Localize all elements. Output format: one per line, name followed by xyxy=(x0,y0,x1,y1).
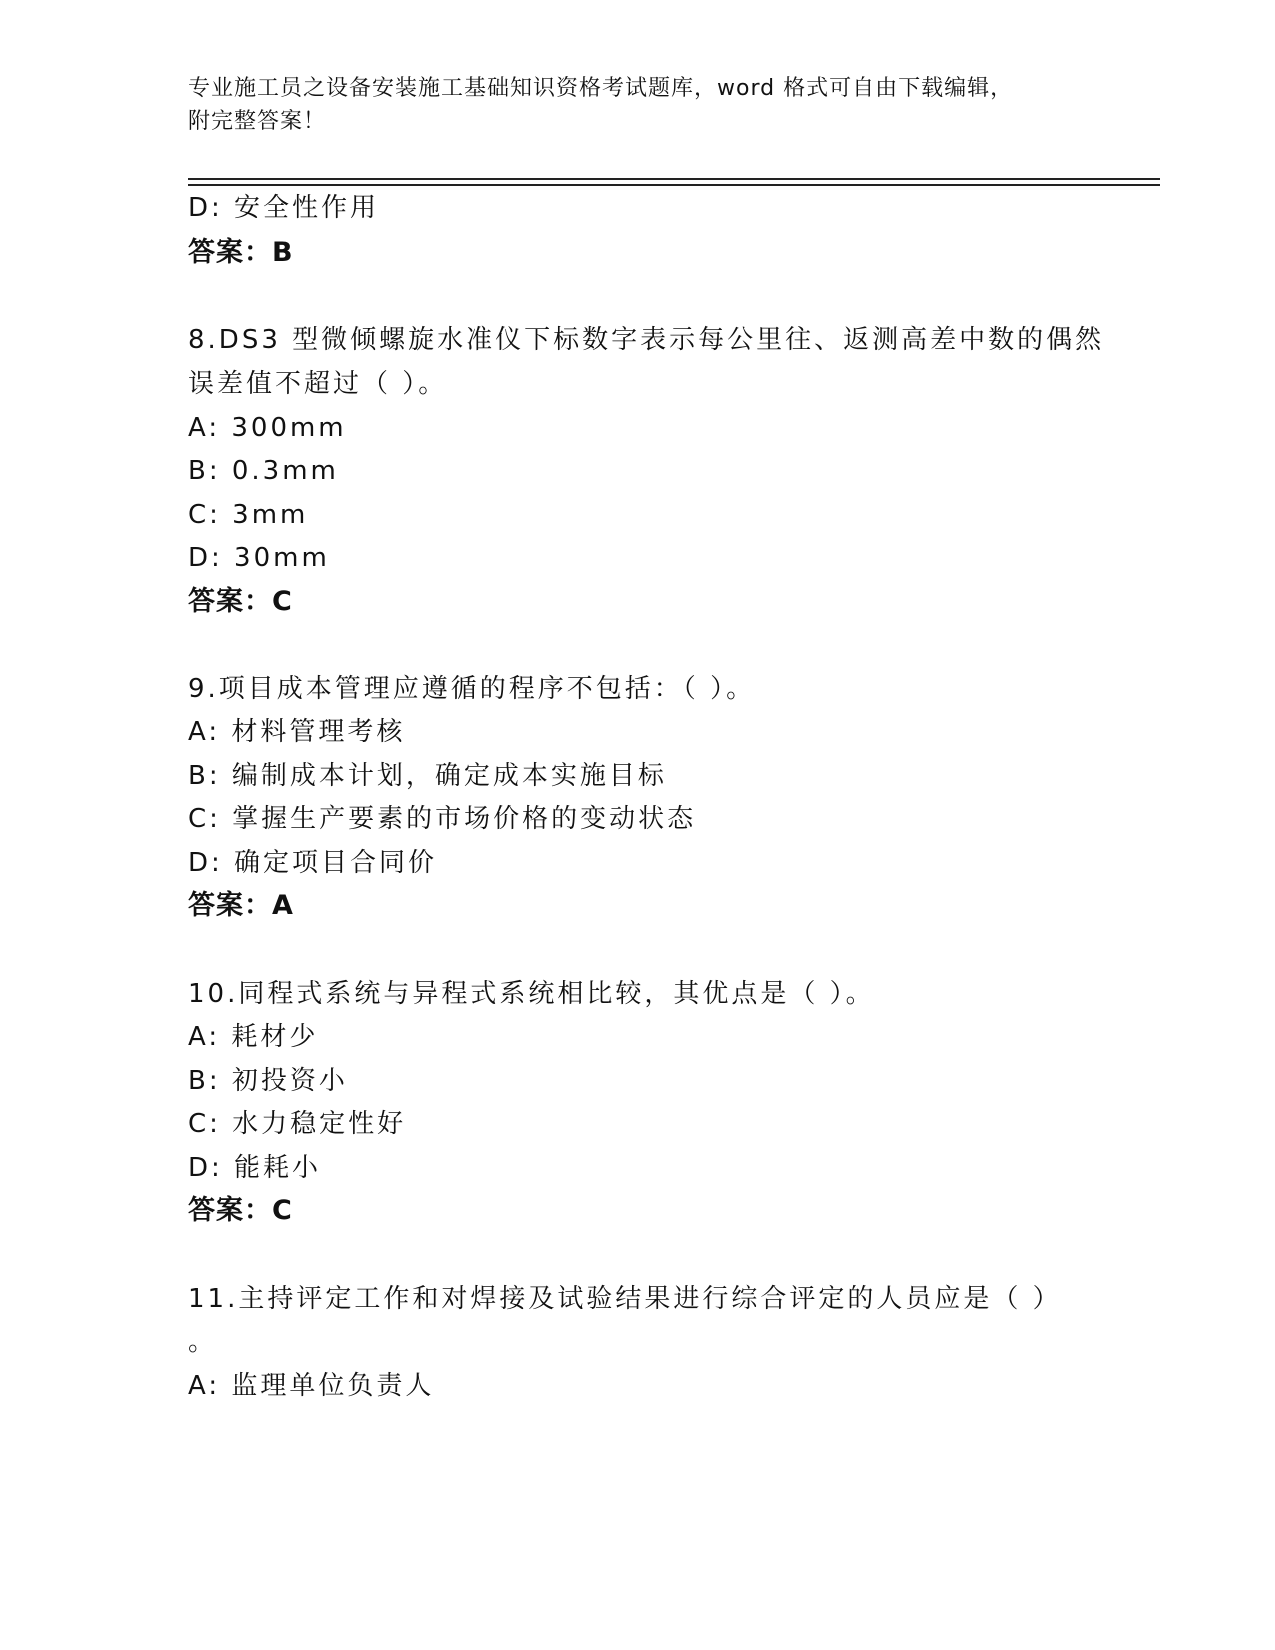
q10-option-b: B: 初投资小 xyxy=(188,1066,348,1096)
prev-answer: 答案：B xyxy=(188,237,294,268)
q10-option-d: D: 能耗小 xyxy=(188,1153,322,1183)
q11-option-a: A: 监理单位负责人 xyxy=(188,1371,435,1401)
header-line-2: 附完整答案！ xyxy=(188,109,327,134)
q9-option-b: B: 编制成本计划，确定成本实施目标 xyxy=(188,761,667,791)
q8-answer: 答案：C xyxy=(188,586,293,617)
q8-option-b: B: 0.3mm xyxy=(188,456,339,486)
q8-option-c: C: 3mm xyxy=(188,500,309,530)
q10-stem: 10.同程式系统与异程式系统相比较，其优点是（ ）。 xyxy=(188,979,875,1009)
q10-option-a: A: 耗材少 xyxy=(188,1022,319,1052)
q11-stem-line-1: 11.主持评定工作和对焊接及试验结果进行综合评定的人员应是（ ） xyxy=(188,1284,1062,1314)
q10-option-c: C: 水力稳定性好 xyxy=(188,1109,407,1139)
q8-stem-line-2: 误差值不超过（ ）。 xyxy=(188,369,448,399)
q10-answer: 答案：C xyxy=(188,1195,293,1226)
q9-stem: 9.项目成本管理应遵循的程序不包括：（ ）。 xyxy=(188,674,756,704)
q8-option-d: D: 30mm xyxy=(188,543,330,573)
q9-answer: 答案：A xyxy=(188,890,294,921)
q8-option-a: A: 300mm xyxy=(188,413,347,443)
prev-option-d: D: 安全性作用 xyxy=(188,193,380,223)
q8-stem-line-1: 8.DS3 型微倾螺旋水准仪下标数字表示每公里往、返测高差中数的偶然 xyxy=(188,325,1105,355)
header-divider-bottom xyxy=(188,184,1160,186)
q9-option-c: C: 掌握生产要素的市场价格的变动状态 xyxy=(188,804,697,834)
q9-option-d: D: 确定项目合同价 xyxy=(188,848,438,878)
header-divider-top xyxy=(188,178,1160,180)
document-header xyxy=(188,72,1088,138)
q9-option-a: A: 材料管理考核 xyxy=(188,717,406,747)
header-line-1: 专业施工员之设备安装施工基础知识资格考试题库，word 格式可自由下载编辑， xyxy=(188,76,1014,101)
q11-stem-line-2: 。 xyxy=(188,1327,218,1357)
